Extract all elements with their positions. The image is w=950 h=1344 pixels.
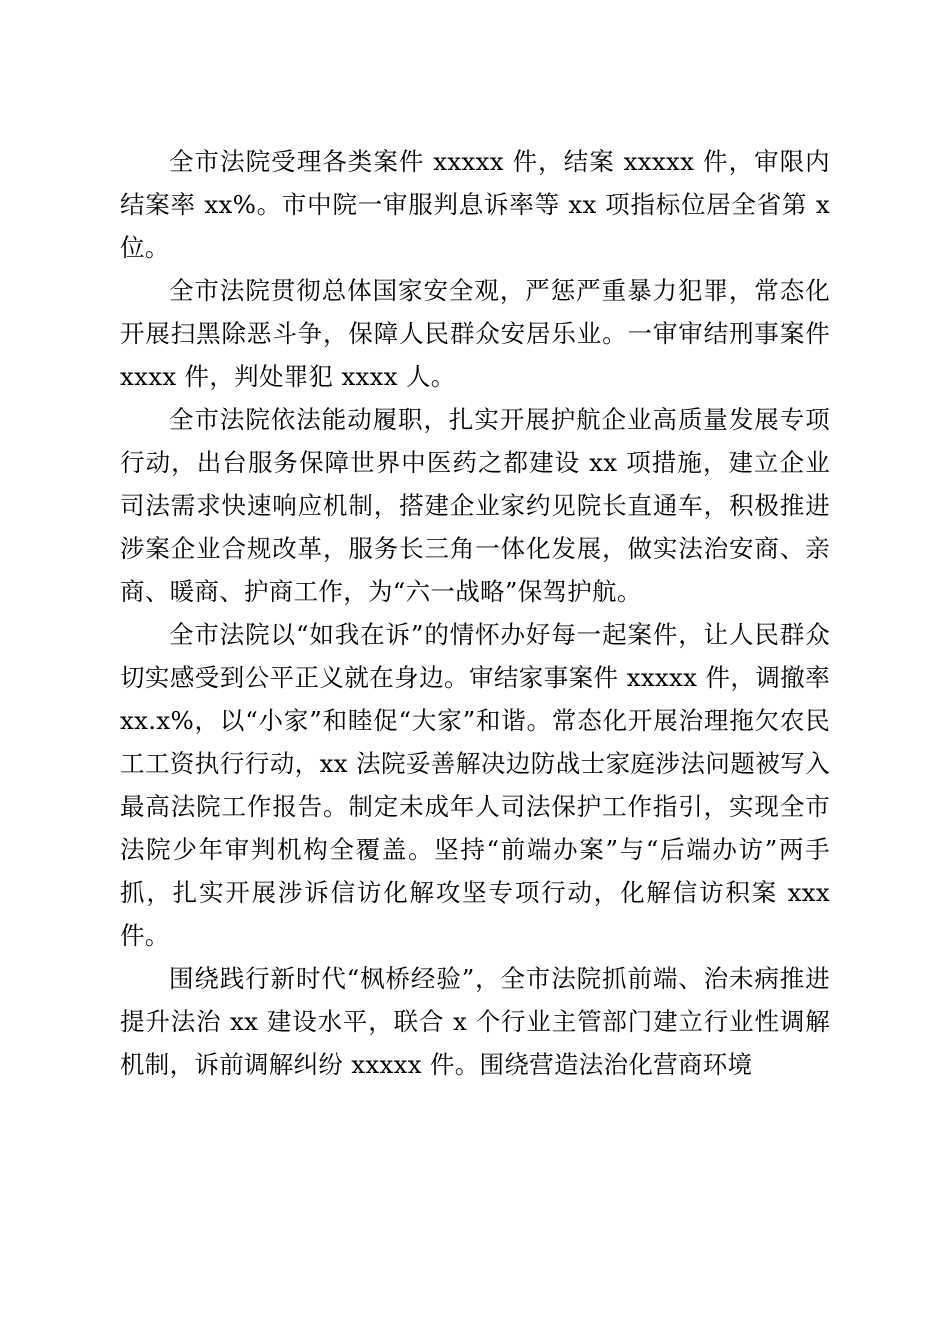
paragraph-fengqiao-experience: 围绕践行新时代“枫桥经验”，全市法院抓前端、治未病推进提升法治 xx 建设水平，联合 x 个行业主管部门建立行业性调解机制，诉前调解纠纷 xxxxx 件。围绕营造法治化营商环境: [120, 964, 830, 1079]
document-page: [120, 140, 830, 1086]
paragraph-national-security: 全市法院贯彻总体国家安全观，严惩严重暴力犯罪，常态化开展扫黑除恶斗争，保障人民群众安居乐业。一审审结刑事案件 xxxx 件，判处罪犯 xxxx 人。: [120, 276, 830, 391]
paragraph-people-justice: 全市法院以“如我在诉”的情怀办好每一起案件，让人民群众切实感受到公平正义就在身边。审结家事案件 xxxxx 件，调撤率 xx.x%，以“小家”和睦促“大家”和谐。常态化开展治理拖欠农民工工资执行行动，xx 法院妥善解决边防战士家庭涉法问题被写入最高法院工作报告。制定未成年人司法保护工作指引，实现全市法院少年审判机构全覆盖。坚持“前端办案”与“后端办访”两手抓，扎实开展涉诉信访化解攻坚专项行动，化解信访积案 xxx 件。: [120, 620, 830, 950]
paragraph-case-statistics: 全市法院受理各类案件 xxxxx 件，结案 xxxxx 件，审限内结案率 xx%。市中院一审服判息诉率等 xx 项指标位居全省第 x 位。: [120, 147, 830, 262]
paragraph-enterprise-service: 全市法院依法能动履职，扎实开展护航企业高质量发展专项行动，出台服务保障世界中医药之都建设 xx 项措施，建立企业司法需求快速响应机制，搭建企业家约见院长直通车，积极推进涉案企业合规改革，服务长三角一体化发展，做实法治安商、亲商、暖商、护商工作，为“六一战略”保驾护航。: [120, 405, 830, 606]
